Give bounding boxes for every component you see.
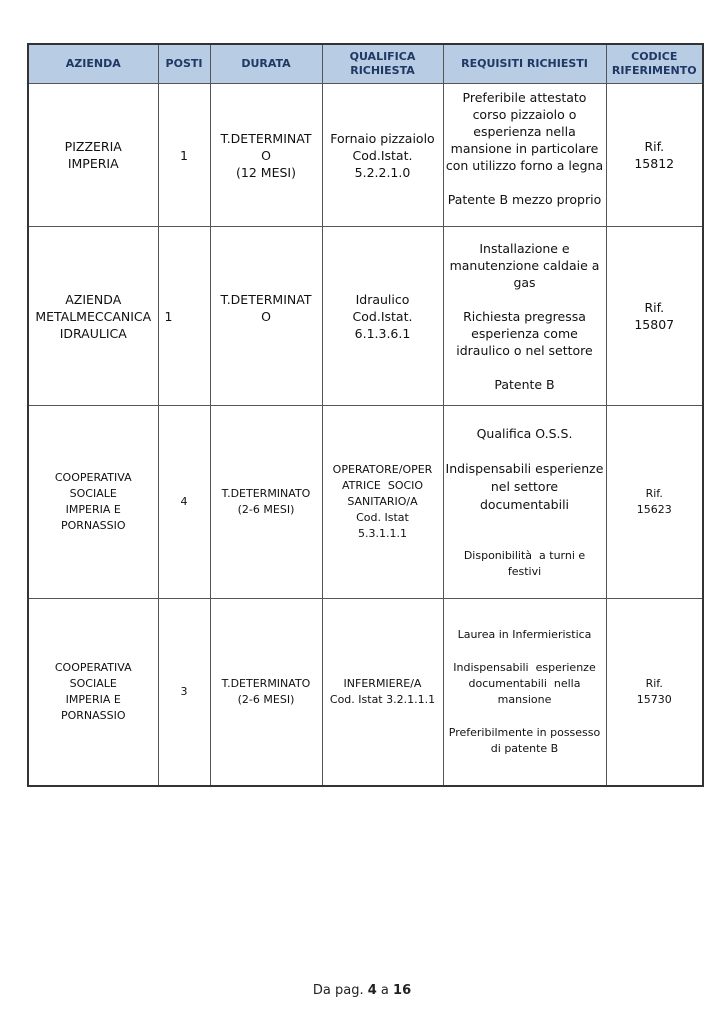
cell-posti: 1 xyxy=(158,227,210,406)
cell-azienda: COOPERATIVA SOCIALE IMPERIA E PORNASSIO xyxy=(28,406,158,599)
footer-prefix: Da pag. xyxy=(312,983,364,998)
header-azienda: AZIENDA xyxy=(28,44,158,84)
cell-requisiti: Qualifica O.S.S. Indispensabili esperienze nel settore documentabili Disponibilità a turni e festivi xyxy=(443,406,606,599)
table-header xyxy=(28,44,703,84)
table-row xyxy=(28,227,703,406)
cell-durata: T.DETERMINATO (2-6 MESI) xyxy=(210,406,322,599)
cell-requisiti: Preferibile attestato corso pizzaiolo o esperienza nella mansione in particolare con utilizzo forno a legna Patente B mezzo proprio xyxy=(443,84,606,227)
cell-azienda: PIZZERIA IMPERIA xyxy=(28,84,158,227)
header-codice: CODICE RIFERIMENTO xyxy=(606,44,703,84)
cell-durata: T.DETERMINAT O (12 MESI) xyxy=(210,84,322,227)
cell-durata: T.DETERMINAT O xyxy=(210,227,322,406)
table-body xyxy=(28,84,703,787)
cell-azienda: COOPERATIVA SOCIALE IMPERIA E PORNASSIO xyxy=(28,599,158,787)
job-offers-table-wrapper xyxy=(27,43,702,787)
cell-posti: 3 xyxy=(158,599,210,787)
footer-separator: a xyxy=(380,983,389,998)
job-offers-table xyxy=(27,43,704,787)
header-posti: POSTI xyxy=(158,44,210,84)
header-requisiti: REQUISITI RICHIESTI xyxy=(443,44,606,84)
table-row xyxy=(28,406,703,599)
cell-qualifica: OPERATORE/OPER ATRICE SOCIO SANITARIO/A Cod. Istat 5.3.1.1.1 xyxy=(322,406,443,599)
cell-codice: Rif. 15807 xyxy=(606,227,703,406)
footer-current-page: 4 xyxy=(367,983,377,998)
cell-posti: 1 xyxy=(158,84,210,227)
cell-requisiti: Installazione e manutenzione caldaie a gas Richiesta pregressa esperienza come idraulico o nel settore Patente B xyxy=(443,227,606,406)
page-footer xyxy=(0,983,724,998)
cell-posti: 4 xyxy=(158,406,210,599)
cell-durata: T.DETERMINATO (2-6 MESI) xyxy=(210,599,322,787)
table-row xyxy=(28,599,703,787)
footer-total-pages: 16 xyxy=(393,983,412,998)
cell-requisiti: Laurea in Infermieristica Indispensabili esperienze documentabili nella mansione Preferibilmente in possesso di patente B xyxy=(443,599,606,787)
header-row xyxy=(28,44,703,84)
cell-qualifica: Fornaio pizzaiolo Cod.Istat. 5.2.2.1.0 xyxy=(322,84,443,227)
cell-codice: Rif. 15812 xyxy=(606,84,703,227)
cell-codice: Rif. 15730 xyxy=(606,599,703,787)
cell-codice: Rif. 15623 xyxy=(606,406,703,599)
header-qualifica: QUALIFICA RICHIESTA xyxy=(322,44,443,84)
header-durata: DURATA xyxy=(210,44,322,84)
cell-qualifica: INFERMIERE/A Cod. Istat 3.2.1.1.1 xyxy=(322,599,443,787)
cell-azienda: AZIENDA METALMECCANICA IDRAULICA xyxy=(28,227,158,406)
cell-qualifica: Idraulico Cod.Istat. 6.1.3.6.1 xyxy=(322,227,443,406)
table-row xyxy=(28,84,703,227)
